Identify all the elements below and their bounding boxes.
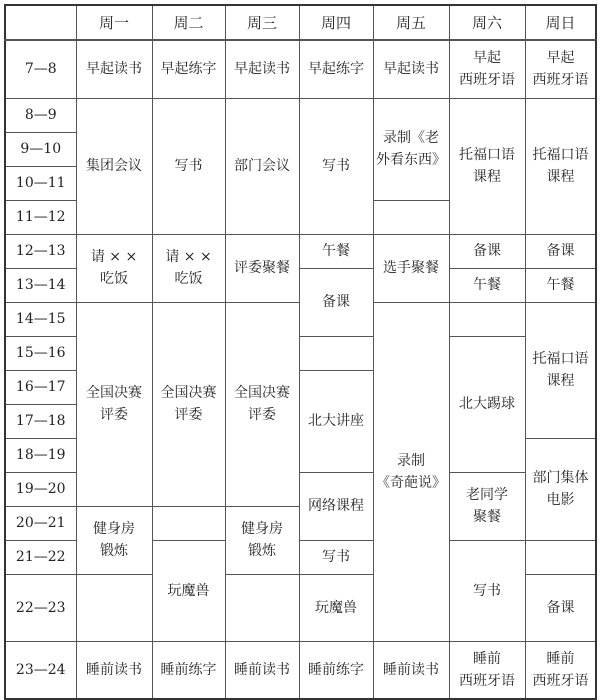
schedule-cell-wed (225, 98, 299, 234)
event-label: 录制 《奇葩说》 (376, 452, 446, 491)
time-slot-label: 9—10 (5, 132, 76, 166)
time-slot-label: 22—23 (5, 574, 76, 641)
event-label: 健身房 锻炼 (93, 521, 135, 559)
event-label: 早起读书 (86, 61, 142, 78)
schedule-cell-sun (525, 98, 596, 234)
schedule-cell-sat (449, 268, 525, 302)
schedule-cell-mon (76, 98, 152, 234)
schedule-cell-mon (76, 40, 152, 98)
event-label: 录制《老 外看东西》 (376, 130, 446, 168)
schedule-cell-sat (449, 641, 525, 699)
schedule-cell-fri (373, 234, 449, 302)
event-label: 选手聚餐 (383, 260, 439, 276)
event-label: 早起 西班牙语 (532, 50, 589, 89)
event-label: 老同学 聚餐 (466, 487, 508, 525)
event-label: 玩魔兽 (315, 599, 357, 616)
event-label: 托福口语 课程 (532, 351, 589, 389)
event-label: 睡前读书 (234, 661, 290, 678)
time-slot-label: 10—11 (5, 166, 76, 200)
schedule-cell-thu (299, 40, 373, 98)
event-label: 托福口语 课程 (532, 147, 589, 185)
event-label: 早起读书 (234, 61, 290, 78)
event-label: 早起练字 (308, 61, 364, 78)
table-row (5, 40, 596, 98)
event-label: 部门集体 电影 (532, 470, 589, 508)
day-header-mon: 周一 (76, 5, 152, 40)
event-label: 睡前读书 (383, 661, 439, 678)
time-slot-label: 16—17 (5, 370, 76, 404)
table-row (5, 234, 596, 268)
time-slot-label: 14—15 (5, 302, 76, 336)
event-label: 写书 (322, 158, 350, 174)
time-slot-label: 23—24 (5, 641, 76, 699)
time-slot-label: 21—22 (5, 540, 76, 574)
schedule-cell-tue (152, 506, 225, 540)
schedule-cell-mon (76, 234, 152, 302)
schedule-cell-sat (449, 234, 525, 268)
event-label: 集团会议 (86, 158, 142, 174)
event-label: 北大踢球 (459, 396, 515, 412)
day-header-thu: 周四 (299, 5, 373, 40)
schedule-cell-tue (152, 302, 225, 506)
schedule-cell-thu (299, 370, 373, 472)
time-slot-label: 17—18 (5, 404, 76, 438)
event-label: 睡前 西班牙语 (532, 650, 589, 689)
time-slot-label: 18—19 (5, 438, 76, 472)
schedule-cell-wed (225, 641, 299, 699)
table-row (5, 98, 596, 132)
schedule-cell-mon (76, 302, 152, 506)
schedule-cell-thu (299, 98, 373, 234)
day-header-sat: 周六 (449, 5, 525, 40)
event-label: 健身房 锻炼 (241, 521, 283, 559)
event-label: 早起练字 (160, 61, 217, 78)
schedule-cell-sun (525, 268, 596, 302)
table-row (5, 641, 596, 699)
event-label: 网络课程 (308, 498, 364, 514)
schedule-cell-tue (152, 540, 225, 641)
day-header-wed: 周三 (225, 5, 299, 40)
event-label: 全国决赛 评委 (234, 385, 290, 423)
event-label: 午餐 (473, 277, 501, 293)
schedule-cell-wed (225, 40, 299, 98)
time-slot-label: 8—9 (5, 98, 76, 132)
time-slot-label: 19—20 (5, 472, 76, 506)
event-label: 托福口语 课程 (459, 147, 515, 185)
event-label: 午餐 (546, 277, 575, 293)
event-label: 午餐 (322, 243, 350, 259)
event-label: 请 × × 吃饭 (90, 249, 138, 287)
schedule-cell-sun (525, 40, 596, 98)
schedule-cell-sat (449, 540, 525, 641)
event-label: 早起读书 (383, 61, 439, 78)
schedule-cell-sat (449, 302, 525, 336)
time-slot-label: 15—16 (5, 336, 76, 370)
schedule-cell-sun (525, 438, 596, 540)
event-label: 请 × × 吃饭 (165, 249, 212, 287)
time-slot-label: 12—13 (5, 234, 76, 268)
schedule-cell-tue (152, 40, 225, 98)
event-label: 备课 (546, 599, 575, 616)
event-label: 备课 (546, 243, 575, 259)
schedule-cell-thu (299, 574, 373, 641)
event-label: 早起 西班牙语 (459, 50, 515, 89)
schedule-cell-thu (299, 641, 373, 699)
time-slot-label: 20—21 (5, 506, 76, 540)
schedule-cell-fri (525, 574, 596, 641)
event-label: 写书 (322, 549, 350, 565)
schedule-cell-mon (76, 641, 152, 699)
schedule-cell-wed (225, 506, 299, 574)
event-label: 全国决赛 评委 (86, 385, 142, 423)
event-label: 北大讲座 (308, 413, 364, 429)
event-label: 备课 (322, 294, 350, 310)
corner-cell (5, 5, 76, 40)
schedule-cell-sun (525, 234, 596, 268)
schedule-cell-mon (76, 574, 152, 641)
schedule-cell-tue (152, 98, 225, 234)
schedule-cell-thu (299, 234, 373, 268)
event-label: 写书 (174, 158, 203, 174)
schedule-cell-sat (449, 472, 525, 540)
event-label: 评委聚餐 (234, 260, 290, 276)
event-label: 备课 (473, 243, 501, 259)
event-label: 睡前 西班牙语 (459, 650, 515, 689)
schedule-cell-fri (373, 200, 449, 234)
event-label: 全国决赛 评委 (160, 385, 217, 423)
time-slot-label: 7—8 (5, 40, 76, 98)
schedule-cell-sat (449, 40, 525, 98)
header-row (5, 5, 596, 40)
schedule-cell-sat (449, 336, 525, 472)
day-header-fri: 周五 (373, 5, 449, 40)
schedule-cell-thu (299, 540, 373, 574)
schedule-cell-sun (525, 641, 596, 699)
day-header-tue: 周二 (152, 5, 225, 40)
event-label: 睡前练字 (308, 661, 364, 678)
schedule-cell-fri (373, 40, 449, 98)
time-slot-label: 13—14 (5, 268, 76, 302)
schedule-cell-wed (225, 302, 299, 506)
event-label: 睡前练字 (160, 661, 217, 678)
time-slot-label: 11—12 (5, 200, 76, 234)
event-label: 玩魔兽 (167, 582, 210, 599)
schedule-cell-tue (152, 641, 225, 699)
event-label: 睡前读书 (86, 661, 142, 678)
schedule-cell-wed (225, 574, 299, 641)
event-label: 部门会议 (234, 158, 290, 174)
schedule-cell-fri (373, 98, 449, 200)
schedule-cell-thu (299, 268, 373, 336)
schedule-cell-tue (152, 234, 225, 302)
day-header-sun: 周日 (525, 5, 596, 40)
schedule-cell-sat (449, 98, 525, 234)
schedule-cell-fri (373, 641, 449, 699)
schedule-cell-fri (373, 302, 449, 641)
schedule-cell-thu (299, 336, 373, 370)
weekly-schedule-table (4, 4, 597, 700)
event-label: 写书 (473, 582, 501, 599)
schedule-cell-sun (525, 302, 596, 438)
schedule-cell-wed (225, 234, 299, 302)
schedule-cell-mon (76, 506, 152, 574)
schedule-cell-thu (299, 472, 373, 540)
